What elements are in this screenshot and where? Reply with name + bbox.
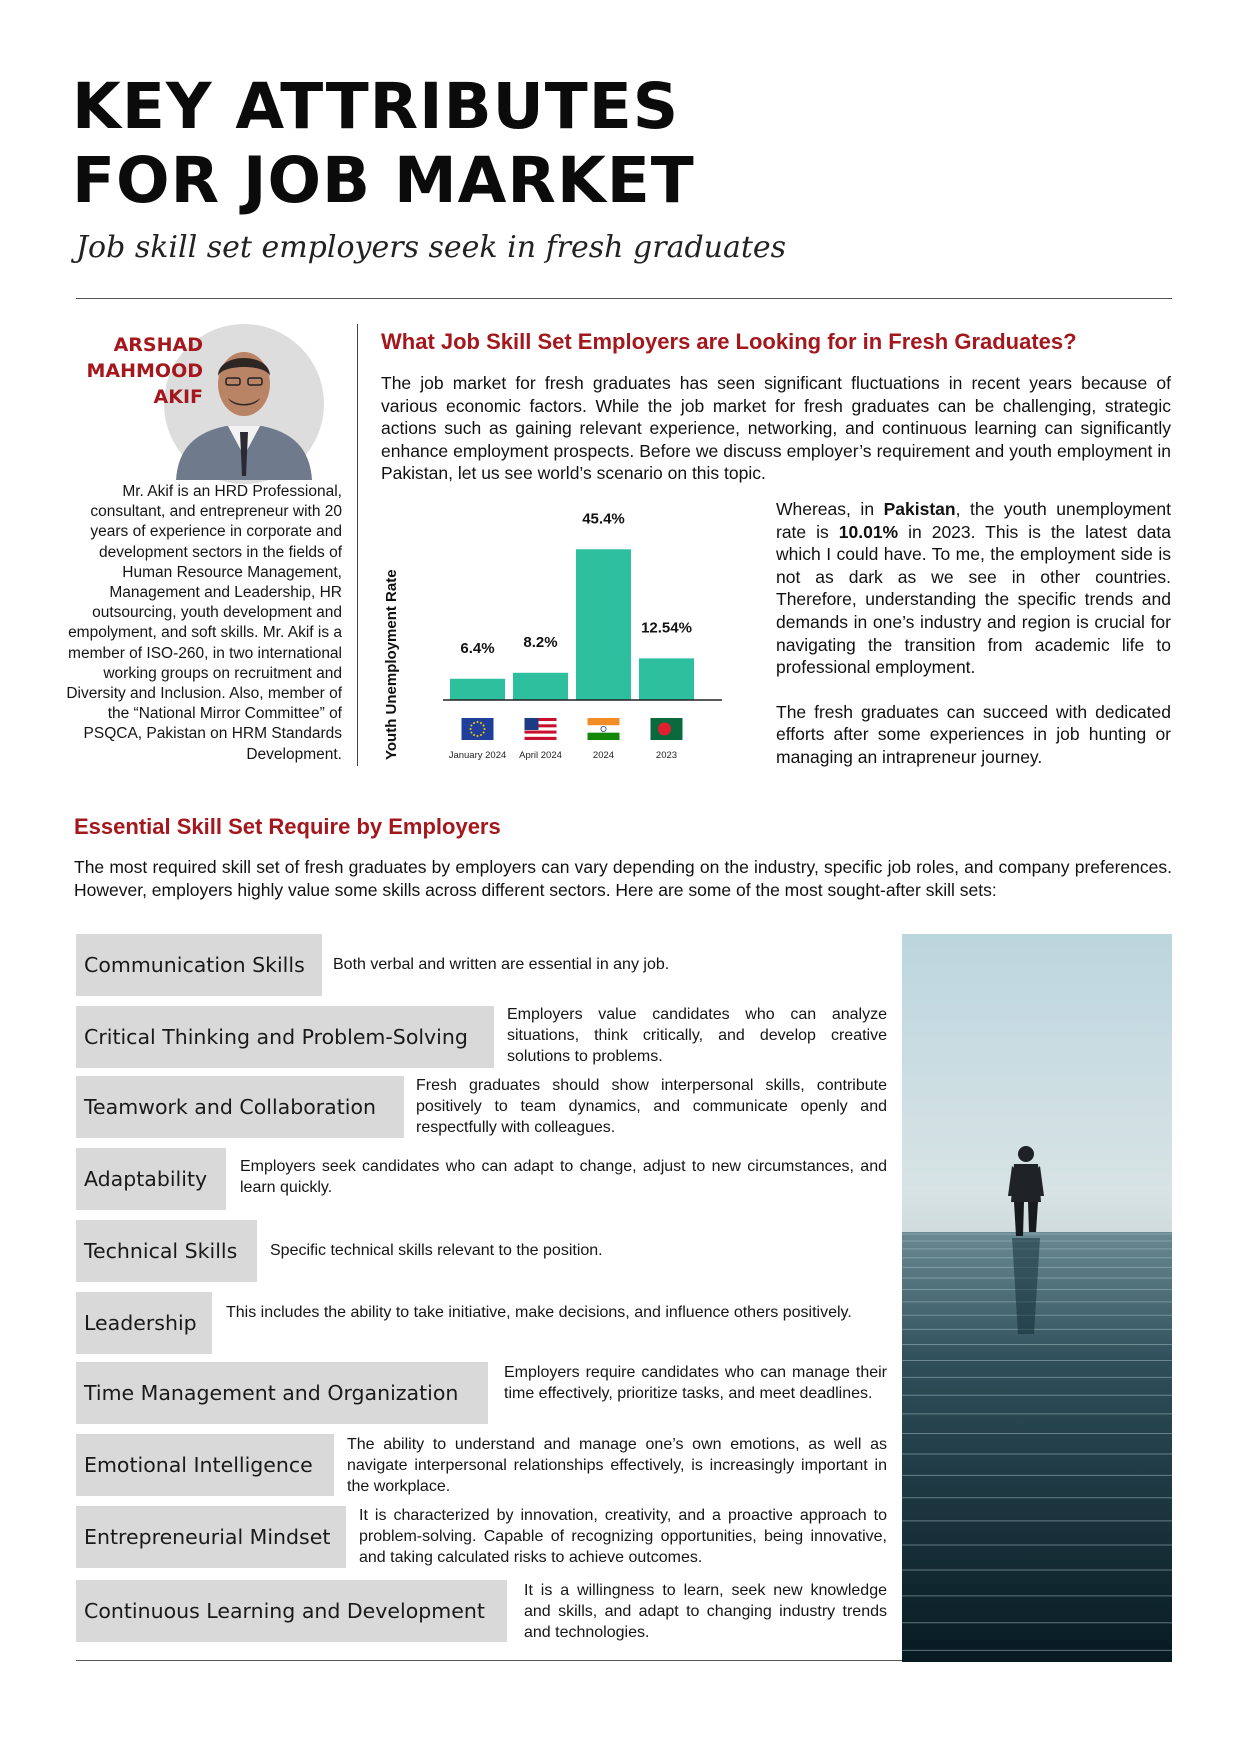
- skill-label-entrepreneurial: Entrepreneurial Mindset: [76, 1506, 346, 1568]
- pak-text-a: Whereas, in: [776, 499, 884, 519]
- stairs-illustration: [902, 934, 1172, 1662]
- chart-bar: [513, 673, 568, 700]
- skill-desc-leadership: This includes the ability to take initiative, make decisions, and influence others positively.: [226, 1304, 852, 1321]
- chart-bar: [450, 679, 505, 700]
- page-subtitle: Job skill set employers seek in fresh graduates: [76, 230, 787, 265]
- eu-flag-icon: [462, 718, 494, 740]
- skill-label-continuous-learning: Continuous Learning and Development: [76, 1580, 507, 1642]
- skill-label-critical-thinking: Critical Thinking and Problem-Solving: [76, 1006, 494, 1068]
- skill-desc-teamwork: Fresh graduates should show interpersonal skills, contribute positively to team dynamics, and communicate openly and respectfully with colleagues.: [416, 1077, 887, 1136]
- skill-desc-time-management: Employers require candidates who can manage their time effectively, prioritize tasks, and meet deadlines.: [504, 1364, 887, 1402]
- man-climbing-stairs-icon: [902, 934, 1172, 1662]
- chart-x-tick-label: 2024: [592, 750, 615, 761]
- skill-label-time-management: Time Management and Organization: [76, 1362, 488, 1424]
- unemployment-chart-svg: [378, 500, 728, 766]
- pak-text-c: , the youth unemployment rate is: [776, 499, 1172, 542]
- pak-text-e: in 2023. This is the latest data which I could have. To me, the employment side is not as dark as we see in other countries. Therefore, understanding the specific trends and demands in one’s industry and region is crucial for navigating the transition from academic life to professional employment.: [776, 521, 1171, 678]
- column-divider: [357, 324, 358, 766]
- header-divider: [76, 298, 1172, 299]
- title-line-1: KEY ATTRIBUTES: [72, 70, 680, 143]
- author-name: [60, 332, 203, 410]
- skill-desc-communication: Both verbal and written are essential in any job.: [333, 956, 670, 973]
- us-flag-icon: [525, 718, 557, 740]
- skill-desc-technical: Specific technical skills relevant to the position.: [270, 1242, 603, 1259]
- chart-x-tick-label: April 2024: [519, 750, 562, 761]
- pakistan-paragraph-2: The fresh graduates can succeed with dedicated efforts after some experiences in job hunting or managing an intrapreneur journey.: [776, 701, 1171, 767]
- author-name-line-1: ARSHAD: [113, 334, 203, 356]
- skill-label-communication: Communication Skills: [76, 934, 322, 996]
- author-bio: Mr. Akif is an HRD Professional, consultant, and entrepreneur with 20 years of experience in corporate and development sectors in the fields of Human Resource Management, Management and Leadership, HR outsourcing, youth development and empolyment, and soft skills. Mr. Akif is a member of ISO-260, in two international working groups on recruitment and Diversity and Inclusion. Also, member of the “National Mirror Committee” of PSQCA, Pakistan on HRM Standards Development.: [66, 483, 342, 763]
- pakistan-paragraph-1: [776, 498, 1171, 679]
- section-intro-text: The job market for fresh graduates has seen significant fluctuations in recent years because of various economic factors. While the job market for fresh graduates can be challenging, strategic actions such as gaining relevant experience, networking, and continuous learning can significantly enhance employment prospects. Before we discuss employer’s requirement and youth employment in Pakistan, let us see world’s scenario on this topic.: [381, 373, 1171, 484]
- section-heading-essential-skills: Essential Skill Set Require by Employers: [74, 814, 501, 839]
- chart-x-tick-label: 2023: [655, 750, 678, 761]
- pak-text-rate: 10.01%: [838, 521, 899, 542]
- skill-label-leadership: Leadership: [76, 1292, 212, 1354]
- skill-desc-critical-thinking: Employers value candidates who can analyze situations, think critically, and develop creative solutions to problems.: [507, 1006, 887, 1065]
- chart-x-tick-label: January 2024: [448, 750, 507, 761]
- page-title: [72, 70, 695, 218]
- bangladesh-flag-icon: [651, 718, 683, 740]
- skills-intro-text: The most required skill set of fresh graduates by employers can vary depending on the industry, specific job roles, and company preferences. However, employers highly value some skills across different sectors. Here are some of the most sought-after skill sets:: [74, 857, 1172, 900]
- pak-text-country: Pakistan: [883, 499, 956, 519]
- chart-data-label: 8.2%: [523, 633, 558, 651]
- skill-label-teamwork: Teamwork and Collaboration: [76, 1076, 404, 1138]
- section-heading-job-skills: What Job Skill Set Employers are Looking for in Fresh Graduates?: [381, 329, 1077, 354]
- india-flag-icon: [588, 718, 620, 740]
- unemployment-chart: [378, 500, 728, 766]
- chart-y-axis-label: Youth Unemployment Rate: [383, 569, 400, 760]
- skill-desc-emotional-intelligence: The ability to understand and manage one’s own emotions, as well as navigate interpersonal relationships effectively, is increasingly important in the workplace.: [347, 1436, 887, 1495]
- skill-desc-entrepreneurial: It is characterized by innovation, creativity, and a proactive approach to problem-solving. Capable of recognizing opportunities, being innovative, and taking calculated risks to achieve outcomes.: [359, 1507, 887, 1566]
- pakistan-text: [776, 498, 1171, 791]
- chart-data-label: 12.54%: [641, 619, 692, 637]
- title-line-2: FOR JOB MARKET: [72, 144, 695, 217]
- author-name-line-2: MAHMOOD: [86, 360, 203, 382]
- chart-data-label: 45.4%: [582, 510, 625, 528]
- skill-desc-adaptability: Employers seek candidates who can adapt to change, adjust to new circumstances, and learn quickly.: [240, 1158, 887, 1196]
- skill-label-technical: Technical Skills: [76, 1220, 257, 1282]
- skill-label-adaptability: Adaptability: [76, 1148, 226, 1210]
- chart-bar: [576, 549, 631, 700]
- chart-data-label: 6.4%: [460, 639, 495, 657]
- chart-bar: [639, 658, 694, 700]
- author-name-line-3: AKIF: [153, 386, 203, 408]
- skill-label-emotional-intelligence: Emotional Intelligence: [76, 1434, 334, 1496]
- skill-desc-continuous-learning: It is a willingness to learn, seek new knowledge and skills, and adapt to changing industry trends and technologies.: [524, 1582, 887, 1641]
